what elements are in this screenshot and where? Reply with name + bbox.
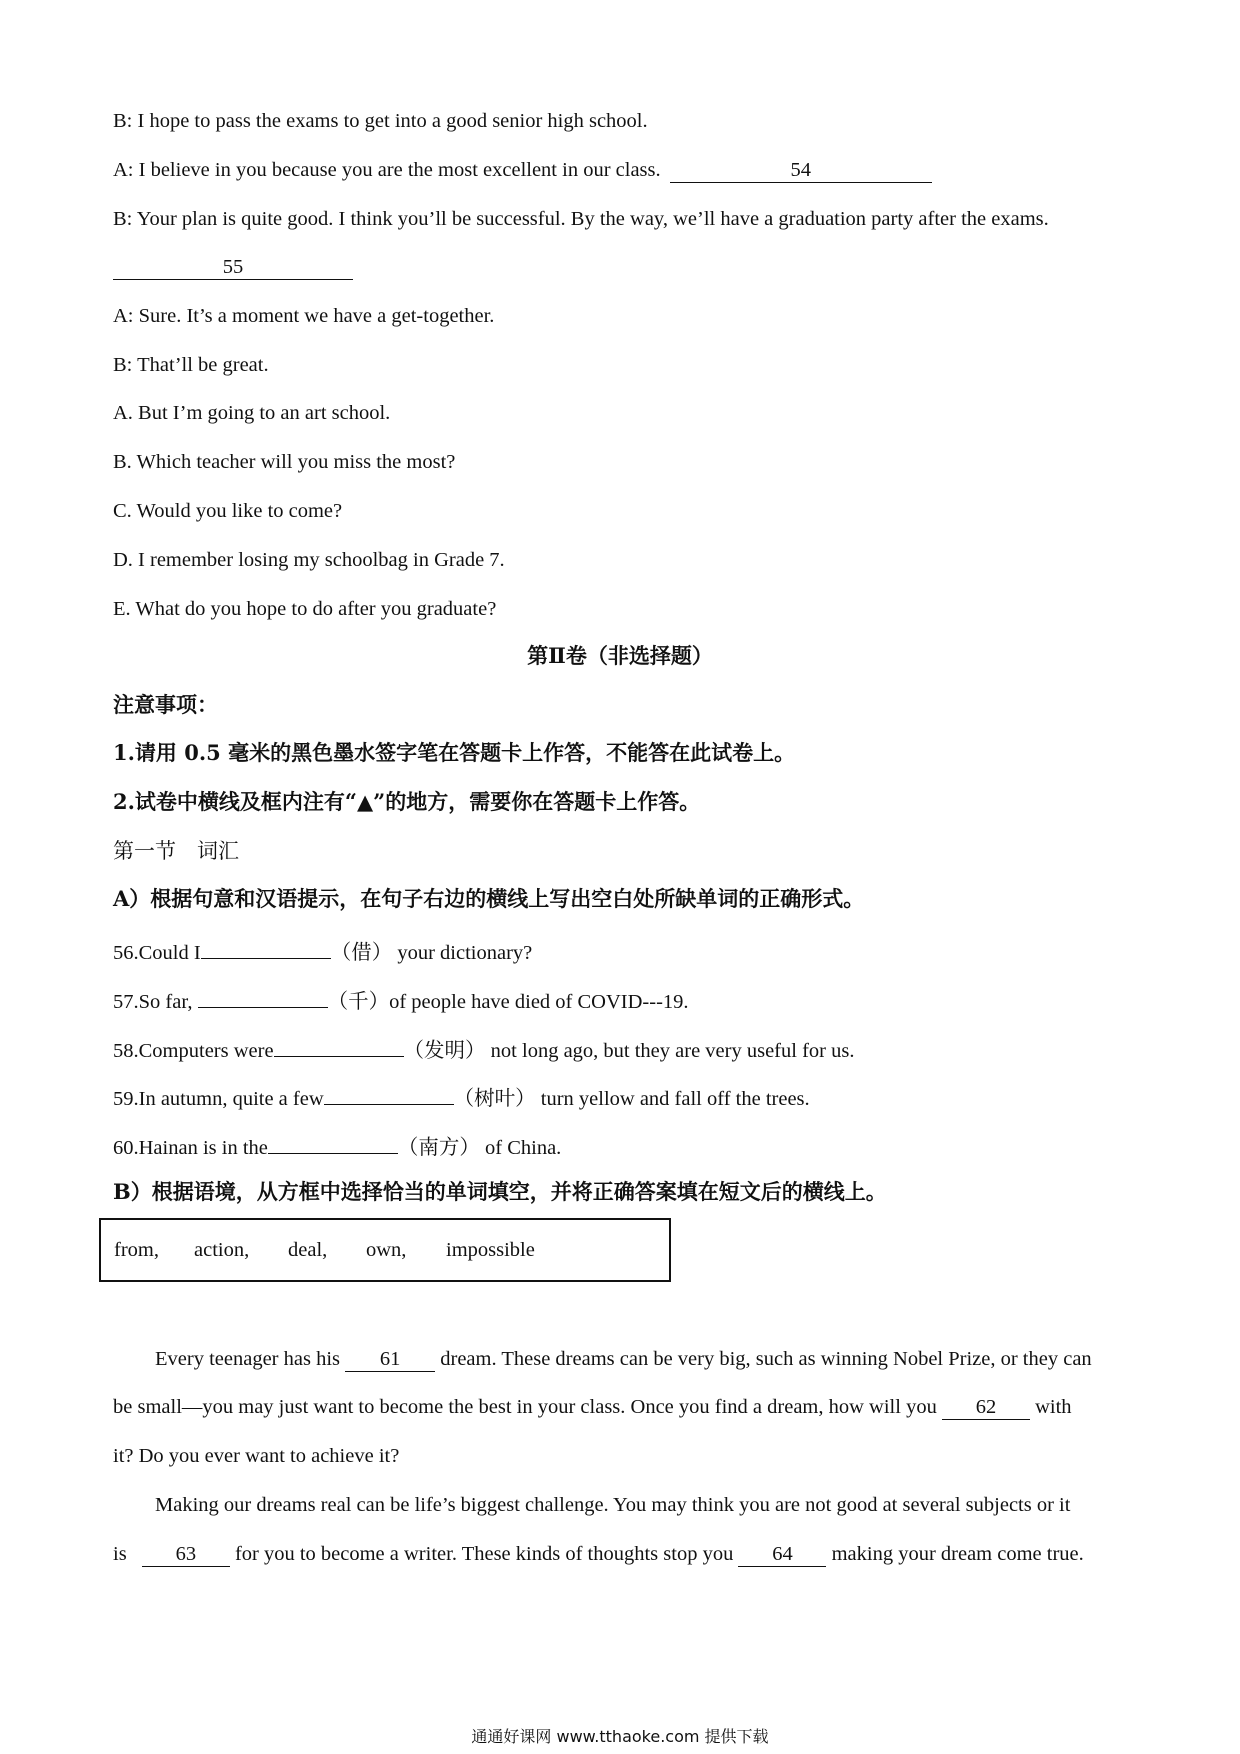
notice-1: 1.请用 0.5 毫米的黑色墨水签字笔在答题卡上作答，不能答在此试卷上。 <box>113 740 796 765</box>
vocab-blank <box>198 984 328 1008</box>
dialogue-line-blank-55 <box>113 254 353 280</box>
vocab-text: of people have died of COVID---19. <box>389 991 689 1013</box>
vocab-blank <box>274 1033 404 1057</box>
vocab-item-58 <box>113 1033 854 1064</box>
vocab-blank <box>268 1130 398 1154</box>
passage-line-5 <box>113 1541 1084 1567</box>
section-title: 第Ⅱ卷（非选择题） <box>527 643 713 668</box>
vocab-item-56 <box>113 935 532 966</box>
word-box-item: impossible <box>446 1239 535 1261</box>
word-box-item: from, <box>114 1239 159 1261</box>
notice-2: 2.试卷中横线及框内注有“▲”的地方，需要你在答题卡上作答。 <box>113 789 701 814</box>
vocab-text: your dictionary? <box>392 942 533 964</box>
option-e: E. What do you hope to do after you graduate? <box>113 598 497 620</box>
dialogue-line-2 <box>113 157 932 183</box>
vocab-hint: （发明） <box>403 1038 486 1062</box>
part-1-title: 第一节 词汇 <box>113 839 239 863</box>
answer-blank-64: 64 <box>738 1543 826 1567</box>
word-box <box>99 1218 671 1282</box>
passage-line-2 <box>113 1394 1072 1420</box>
option-b: B. Which teacher will you miss the most? <box>113 451 456 473</box>
page-footer: 通通好课网 www.tthaoke.com 提供下载 <box>471 1727 769 1746</box>
answer-blank-61: 61 <box>345 1348 435 1372</box>
passage-text: is <box>113 1543 132 1565</box>
option-d: D. I remember losing my schoolbag in Grade 7. <box>113 549 505 571</box>
passage-line-3: it? Do you ever want to achieve it? <box>113 1445 400 1467</box>
option-a: A. But I’m going to an art school. <box>113 402 391 424</box>
passage-text: making your dream come true. <box>826 1543 1084 1565</box>
vocab-hint: （借） <box>330 940 393 964</box>
vocab-text: turn yellow and fall off the trees. <box>535 1088 810 1110</box>
passage-text: Every teenager has his <box>155 1348 346 1370</box>
vocab-hint: （千） <box>327 989 390 1013</box>
vocab-item-60 <box>113 1130 561 1161</box>
part-b-title: B）根据语境，从方框中选择恰当的单词填空，并将正确答案填在短文后的横线上。 <box>113 1179 887 1204</box>
passage-text: dream. These dreams can be very big, such as winning Nobel Prize, or they can <box>435 1348 1092 1370</box>
dialogue-line-4: A: Sure. It’s a moment we have a get-together. <box>113 305 495 327</box>
passage-line-4: Making our dreams real can be life’s biggest challenge. You may think you are not good at several subjects or it <box>155 1494 1071 1516</box>
vocab-item-57 <box>113 984 689 1015</box>
passage-line-1 <box>155 1346 1092 1372</box>
vocab-text: 59.In autumn, quite a few <box>113 1088 324 1110</box>
vocab-text: 56.Could I <box>113 942 201 964</box>
vocab-hint: （树叶） <box>453 1086 536 1110</box>
notice-title: 注意事项： <box>113 692 218 717</box>
answer-blank-63: 63 <box>142 1543 230 1567</box>
dialogue-text-2: A: I believe in you because you are the most excellent in our class. <box>113 159 661 181</box>
dialogue-line-1: B: I hope to pass the exams to get into a good senior high school. <box>113 110 648 132</box>
option-c: C. Would you like to come? <box>113 500 343 522</box>
answer-blank-54: 54 <box>670 159 932 183</box>
vocab-text: 57.So far, <box>113 991 198 1013</box>
dialogue-line-5: B: That’ll be great. <box>113 354 269 376</box>
word-box-item: own, <box>366 1239 407 1261</box>
vocab-text: 60.Hainan is in the <box>113 1137 268 1159</box>
passage-text: be small—you may just want to become the best in your class. Once you find a dream, how will you <box>113 1396 942 1418</box>
passage-text: for you to become a writer. These kinds of thoughts stop you <box>229 1543 739 1565</box>
vocab-text: 58.Computers were <box>113 1040 274 1062</box>
vocab-blank <box>324 1081 454 1105</box>
passage-text: with <box>1029 1396 1072 1418</box>
vocab-blank <box>201 935 331 959</box>
answer-blank-62: 62 <box>942 1396 1030 1420</box>
vocab-hint: （南方） <box>397 1135 480 1159</box>
word-box-item: action, <box>194 1239 250 1261</box>
answer-blank-55: 55 <box>113 256 353 280</box>
word-box-item: deal, <box>288 1239 328 1261</box>
vocab-text: not long ago, but they are very useful for us. <box>485 1040 855 1062</box>
vocab-item-59 <box>113 1081 810 1112</box>
vocab-text: of China. <box>479 1137 562 1159</box>
dialogue-line-3: B: Your plan is quite good. I think you’ll be successful. By the way, we’ll have a graduation party after the exams. <box>113 208 1049 230</box>
part-a-title: A）根据句意和汉语提示，在句子右边的横线上写出空白处所缺单词的正确形式。 <box>113 886 865 911</box>
